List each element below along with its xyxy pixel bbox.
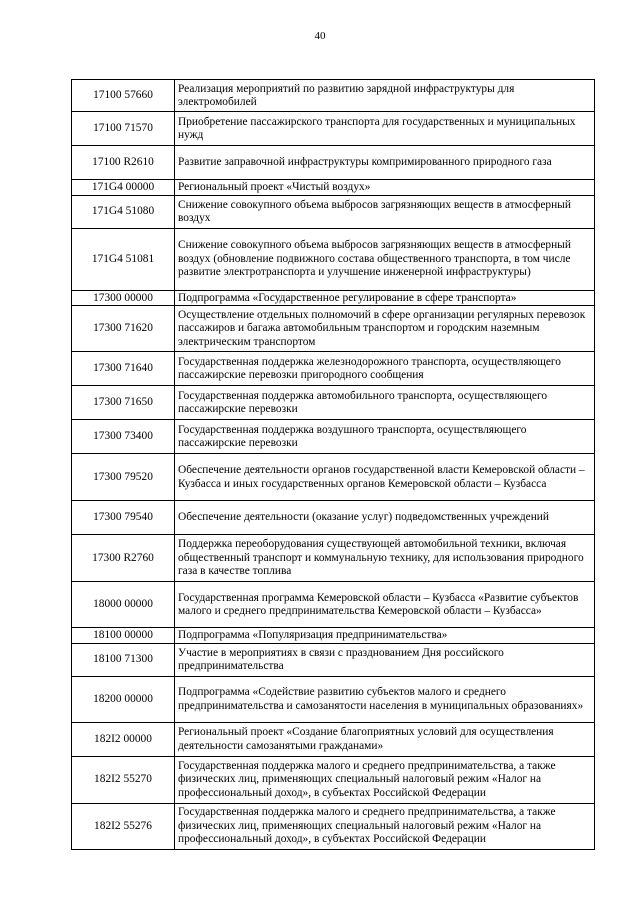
table-row xyxy=(72,146,595,180)
row-code: 182I2 55270 xyxy=(72,756,175,803)
row-name: Снижение совокупного объема выбросов загрязняющих веществ в атмосферный воздух xyxy=(175,195,595,228)
row-name: Государственная поддержка автомобильного транспорта, осуществляющего пассажирские перевозки xyxy=(175,386,595,420)
table-row xyxy=(72,180,595,196)
table-row xyxy=(72,582,595,628)
table-row xyxy=(72,290,595,306)
row-name: Обеспечение деятельности органов государственной власти Кемеровской области – Кузбасса и иных государственных органов Кемеровской области – Кузбасса xyxy=(175,454,595,501)
table-row xyxy=(72,628,595,644)
budget-code-table xyxy=(71,79,595,850)
row-code: 18000 00000 xyxy=(72,582,175,628)
row-name: Участие в мероприятиях в связи с празднованием Дня российского предпринимательства xyxy=(175,643,595,676)
row-name: Подпрограмма «Содействие развитию субъектов малого и среднего предпринимательства и самозанятости населения в муниципальных образованиях» xyxy=(175,676,595,722)
row-name: Государственная поддержка малого и среднего предпринимательства, а также физических лиц, применяющих специальный налоговый режим «Налог на профессиональный доход», в субъектах Российской Федерации xyxy=(175,803,595,849)
row-code: 18100 00000 xyxy=(72,628,175,644)
row-code: 171G4 00000 xyxy=(72,180,175,196)
row-code: 17100 57660 xyxy=(72,80,175,112)
row-name: Подпрограмма «Популяризация предпринимательства» xyxy=(175,628,595,644)
row-code: 182I2 00000 xyxy=(72,722,175,756)
row-code: 18200 00000 xyxy=(72,676,175,722)
row-code: 17300 71620 xyxy=(72,306,175,352)
table-row xyxy=(72,643,595,676)
row-code: 17100 R2610 xyxy=(72,146,175,180)
row-code: 171G4 51081 xyxy=(72,228,175,290)
table-row xyxy=(72,756,595,803)
table-row xyxy=(72,420,595,454)
table-row xyxy=(72,722,595,756)
row-name: Приобретение пассажирского транспорта для государственных и муниципальных нужд xyxy=(175,112,595,146)
table-row xyxy=(72,386,595,420)
table-row xyxy=(72,352,595,386)
table-row xyxy=(72,228,595,290)
row-name: Подпрограмма «Государственное регулирование в сфере транспорта» xyxy=(175,290,595,306)
row-code: 17300 79520 xyxy=(72,454,175,501)
row-name: Государственная поддержка малого и среднего предпринимательства, а также физических лиц, применяющих специальный налоговый режим «Налог на профессиональный доход», в субъектах Российской Федерации xyxy=(175,756,595,803)
page-number: 40 xyxy=(314,30,326,42)
row-code: 182I2 55276 xyxy=(72,803,175,849)
row-name: Региональный проект «Чистый воздух» xyxy=(175,180,595,196)
row-name: Снижение совокупного объема выбросов загрязняющих веществ в атмосферный воздух (обновление подвижного состава общественного транспорта, в том числе развитие электротранспорта и улучшение инженерной инфраструктуры) xyxy=(175,228,595,290)
table-row xyxy=(72,501,595,535)
row-code: 18100 71300 xyxy=(72,643,175,676)
row-code: 17300 79540 xyxy=(72,501,175,535)
row-name: Региональный проект «Создание благоприятных условий для осуществления деятельности самозанятыми гражданами» xyxy=(175,722,595,756)
table-row xyxy=(72,454,595,501)
table-row xyxy=(72,195,595,228)
row-name: Обеспечение деятельности (оказание услуг) подведомственных учреждений xyxy=(175,501,595,535)
row-code: 17100 71570 xyxy=(72,112,175,146)
row-name: Государственная программа Кемеровской области – Кузбасса «Развитие субъектов малого и среднего предпринимательства Кемеровской области – Кузбасса» xyxy=(175,582,595,628)
row-name: Поддержка переоборудования существующей автомобильной техники, включая общественный транспорт и коммунальную технику, для использования природного газа в качестве топлива xyxy=(175,535,595,582)
table-row xyxy=(72,112,595,146)
row-code: 17300 71650 xyxy=(72,386,175,420)
row-name: Государственная поддержка воздушного транспорта, осуществляющего пассажирские перевозки xyxy=(175,420,595,454)
row-code: 171G4 51080 xyxy=(72,195,175,228)
table-row xyxy=(72,535,595,582)
row-code: 17300 73400 xyxy=(72,420,175,454)
row-name: Реализация мероприятий по развитию зарядной инфраструктуры для электромобилей xyxy=(175,80,595,112)
table-row xyxy=(72,306,595,352)
row-name: Развитие заправочной инфраструктуры компримированного природного газа xyxy=(175,146,595,180)
row-code: 17300 00000 xyxy=(72,290,175,306)
table-row xyxy=(72,676,595,722)
row-code: 17300 R2760 xyxy=(72,535,175,582)
table-row xyxy=(72,803,595,849)
row-name: Осуществление отдельных полномочий в сфере организации регулярных перевозок пассажиров и багажа автомобильным транспортом и городским наземным электрическим транспортом xyxy=(175,306,595,352)
row-code: 17300 71640 xyxy=(72,352,175,386)
table-row xyxy=(72,80,595,112)
row-name: Государственная поддержка железнодорожного транспорта, осуществляющего пассажирские перевозки пригородного сообщения xyxy=(175,352,595,386)
